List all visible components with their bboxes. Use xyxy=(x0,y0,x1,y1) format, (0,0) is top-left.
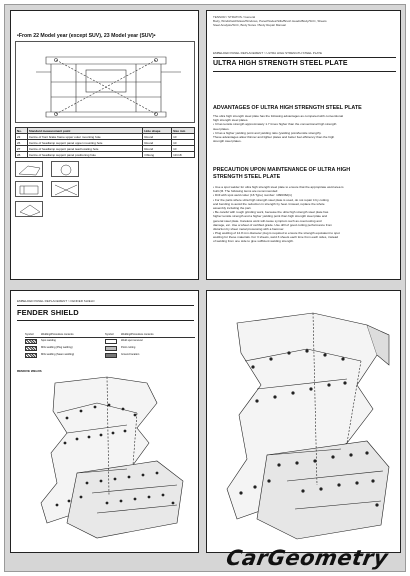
cell: Centre of headlamp support panel positioning hole xyxy=(27,152,143,158)
section-body xyxy=(213,114,398,143)
cell: 27 xyxy=(16,146,28,152)
detail-figure xyxy=(15,181,43,197)
legend-header: Welding/Procedure contents xyxy=(41,333,74,336)
cell: 28 xyxy=(16,152,28,158)
th-no: No. xyxy=(16,128,28,134)
body-line: strength steel plates. xyxy=(213,139,242,144)
cell: Centre of front brake frame upper outer mounting hole xyxy=(27,134,143,140)
divider xyxy=(17,305,194,306)
header-line: Steel Analysis/SCC, Body Notes / Body Repair Manual xyxy=(213,23,286,27)
cell: 10 xyxy=(172,146,195,152)
legend-label: Ground location xyxy=(121,353,140,356)
cell: Round xyxy=(143,140,172,146)
cell: Centre of headlamp support panel lead locating hole xyxy=(27,146,143,152)
divider xyxy=(17,320,194,321)
cell: 10 xyxy=(172,134,195,140)
th-point: Standard measurement point xyxy=(27,128,143,134)
cargeometry-logo xyxy=(223,545,400,576)
cell: 23 xyxy=(16,134,28,140)
document-header xyxy=(213,15,327,27)
page-3-thumbnail[interactable] xyxy=(10,290,199,553)
cell: 26 xyxy=(16,140,28,146)
weld-removal-icon xyxy=(105,339,117,344)
cell: Centre of headlamp support panel upper mounting hole xyxy=(27,140,143,146)
figure-label: REMOVE WELDS xyxy=(17,369,42,373)
body-line: • Use a spot welder for ultra high strength steel plate to ensure that the appropriate weld area is xyxy=(213,185,344,189)
divider xyxy=(213,57,396,58)
body-line: general steel plate. Careless work will cause symptom such as overcooling and xyxy=(213,218,322,223)
body-line: high strength steel plates. xyxy=(213,118,249,123)
header-line: TENSOR / STRATOS / General xyxy=(213,15,256,19)
body-line: of welding from one side to give sufficient welding strength. xyxy=(213,239,294,244)
body-line: distortion by sheet metal processing with a hammer. xyxy=(213,226,285,231)
body-line: built (M. The following items are recommended: xyxy=(213,189,279,194)
point-cut-icon xyxy=(105,346,117,351)
divider xyxy=(213,71,396,72)
body-line: • Drill with spot weld cutter (16 Type) number: 1096362(1) xyxy=(213,193,292,198)
body-line: • For the parts where ultra high strength steel plate is used, do not repair it by cutting xyxy=(213,197,329,202)
th-shape: Hole shape xyxy=(143,128,172,134)
heading-line: STRENGTH STEEL PLATE xyxy=(213,174,281,180)
body-dimension-diagram xyxy=(15,41,195,123)
body-line: • It has tensile strength approximately 1.7 times higher than the conventional high strength xyxy=(213,122,337,127)
model-year-heading: •From 22 Model year (except SUV), 23 Model year (SUV)• xyxy=(17,33,156,39)
measurement-table xyxy=(15,127,195,158)
fender-shield-detail-diagram xyxy=(217,305,395,545)
body-line: steel plates. xyxy=(213,126,230,131)
body-line: • Plug welding of 12.8 mm diameter plug is required to ensure the strength equivalent to spot xyxy=(213,231,340,236)
page-2-thumbnail[interactable] xyxy=(206,10,401,280)
legend-label: MIG welding (Seam welding) xyxy=(41,353,75,356)
body-line: higher tensile strength and a higher yielding point than high strength steel plate and xyxy=(213,214,328,219)
legend-label: Weld spot removal xyxy=(121,339,143,342)
detail-figure xyxy=(51,161,79,177)
legend-header: Symbol xyxy=(25,333,34,336)
page-title: ULTRA HIGH STRENGTH STEEL PLATE xyxy=(213,60,348,67)
section-heading xyxy=(213,167,350,181)
body-line: and bending to avoid the reduction in strength by heat. Instead, replace the whole xyxy=(213,201,325,206)
heading-line: PRECAUTION UPON MAINTENANCE OF ULTRA HIGH xyxy=(213,167,351,173)
th-size: Size mm xyxy=(172,128,195,134)
detail-figure xyxy=(15,201,43,217)
legend-label: MIG welding (Plug welding) xyxy=(41,346,73,349)
page-title: FENDER SHIELD xyxy=(17,308,79,317)
seam-weld-icon xyxy=(25,353,37,358)
cell: Round xyxy=(143,146,172,152)
body-line: The ultra high strength steel plate has the following advantages as compared with conventional xyxy=(213,114,344,118)
section-body xyxy=(213,185,398,244)
body-line: damage, etc. Use a wheel of certified grade. Use drill of good cutting performance from xyxy=(213,222,332,227)
body-line: welding for these materials. For 3 sheets, weld 3 sheets each time from each sides, instead xyxy=(213,235,339,240)
legend-label: Point cutting xyxy=(121,346,136,349)
svg-text:CarGeometry: CarGeometry xyxy=(224,545,391,570)
legend-label: Spot welding xyxy=(41,339,56,342)
body-line: assembly including the part. xyxy=(213,205,252,210)
body-line: • It has a higher yielding point and yielding ratio (yielding point/tensile strength). xyxy=(213,130,322,135)
fender-shield-diagram xyxy=(37,373,187,545)
plug-weld-icon xyxy=(25,346,37,351)
page-4-thumbnail[interactable] xyxy=(206,290,401,553)
breadcrumb: EMBELDED PANEL REPLACEMENT > ULTRA HIGH STRENGTH STEEL PLATE xyxy=(213,51,322,55)
body-line: These advantages allow thinner and lighter plates and better fuel efficiency than the high xyxy=(213,134,335,139)
detail-figure xyxy=(51,181,79,197)
page-1-thumbnail[interactable] xyxy=(10,10,199,280)
detail-figure xyxy=(15,161,43,177)
cell: Oblong xyxy=(143,152,172,158)
weld-symbol-legend xyxy=(25,333,195,361)
cell: Round xyxy=(143,134,172,140)
spot-weld-icon xyxy=(25,339,37,344)
legend-header: Welding/Procedure contents xyxy=(121,333,154,336)
legend-header-row xyxy=(25,333,195,338)
header-line: Body, Windshield/Glass/Windows, Panel/Nodes/Sills/Brush Heads/Body/SCC, Sheets xyxy=(213,19,327,23)
table-row xyxy=(16,152,195,158)
ground-icon xyxy=(105,353,117,358)
section-heading: ADVANTAGES OF ULTRA HIGH STRENGTH STEEL PLATE xyxy=(213,105,362,111)
cell: 10 xyxy=(172,140,195,146)
cell: 13×18 xyxy=(172,152,195,158)
legend-header: Symbol xyxy=(105,333,114,336)
body-line: • Be careful with rough grinding work, because the ultra high strength steel plate has xyxy=(213,210,329,215)
breadcrumb: EMBELDED PANEL REPLACEMENT > FENDER SHIELD xyxy=(17,299,95,303)
